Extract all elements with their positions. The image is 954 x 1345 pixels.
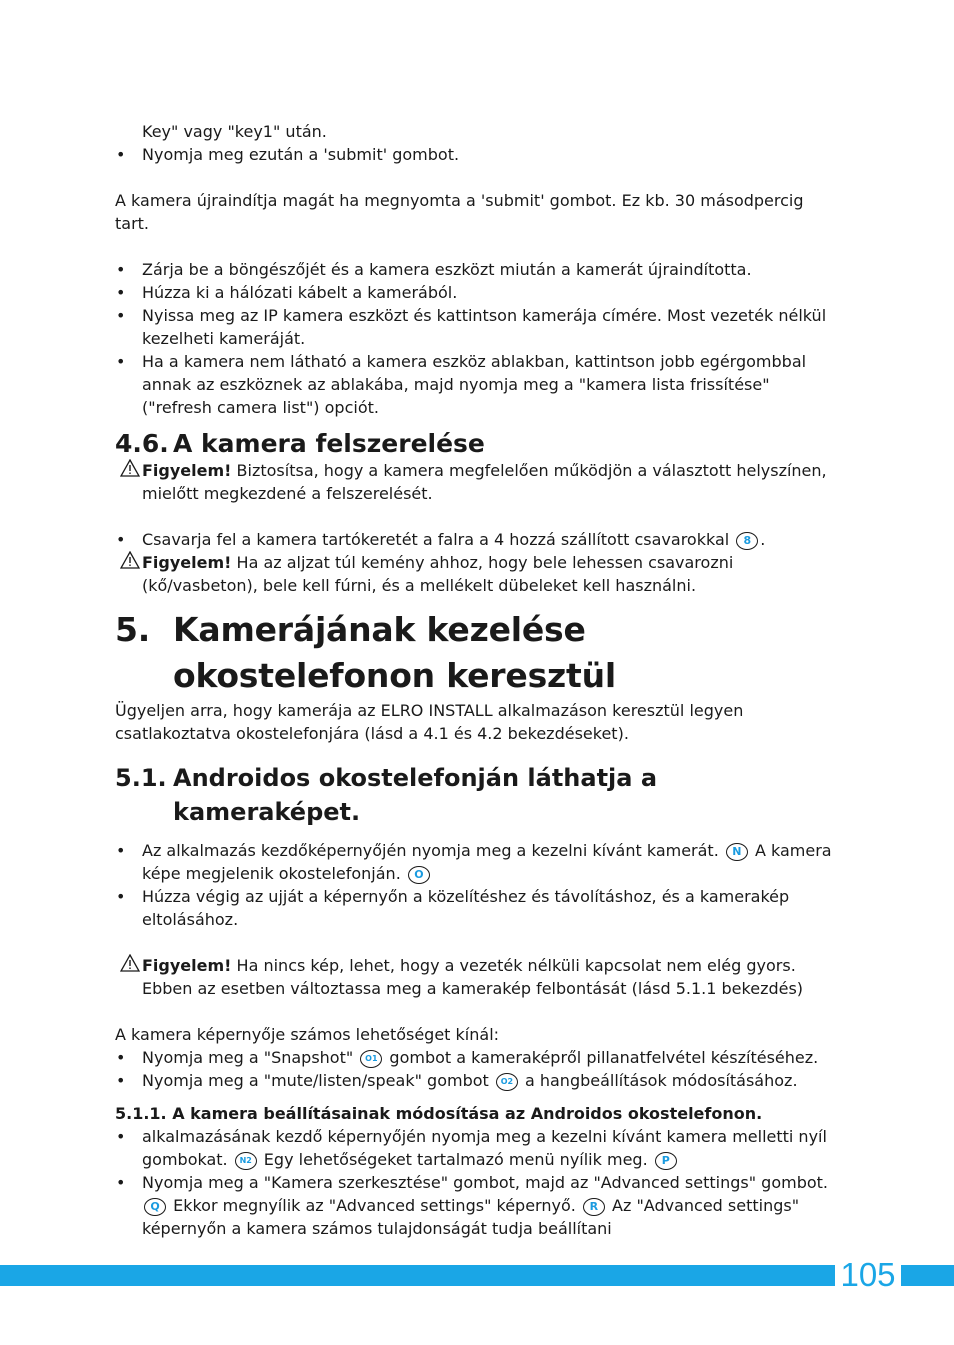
list-item-text: Ekkor megnyílik az "Advanced settings" képernyő. [168,1196,576,1215]
warning-text: Ha az aljzat túl kemény ahhoz, hogy bele lehessen csavarozni (kő/vasbeton), bele kell fúrni, és a mellékelt dübeleket kell használni. [142,553,734,595]
figure-ref-badge: O [408,866,430,884]
figure-ref-badge: R [583,1198,605,1216]
list-item-text: Húzza végig az ujját a képernyőn a közelítéshez és távolításhoz, és a kamerakép eltolásához. [142,887,790,929]
punctuation: . [760,530,766,549]
figure-ref-badge: N [726,843,748,861]
section-heading-5-1 [115,761,840,829]
chapter-title: Kamerájának kezelése okostelefonon keresztül [173,610,616,695]
chapter-number: 5. [115,610,151,649]
bullet: • [116,283,126,302]
bullet: • [116,1127,126,1146]
bullet: • [116,260,126,279]
warning-label: Figyelem! [142,553,232,572]
list-item-text: Ha a kamera nem látható a kamera eszköz ablakban, kattintson jobb egérgombbal annak az eszköznek az ablakába, majd nyomja meg a "kamera lista frissítése" ("refresh camera list") opciót. [142,352,807,417]
bullet: • [116,1173,126,1192]
figure-ref-badge: O1 [360,1050,382,1068]
figure-ref-badge: P [655,1152,677,1170]
list-item-text: alkalmazásának kezdő képernyőjén nyomja meg a kezelni kívánt kamera melletti nyíl gombokat. [142,1127,827,1169]
section-heading-4-6 [115,429,840,459]
list-item-text: a hangbeállítások módosításához. [519,1071,798,1090]
list-item [115,304,840,350]
list-item-text: Nyomja meg a "Snapshot" [142,1048,354,1067]
list-item-text: Az alkalmazás kezdőképernyőjén nyomja meg a kezelni kívánt kamerát. [142,841,719,860]
figure-ref-badge: Q [144,1198,166,1216]
bullet: • [116,352,126,371]
list-item [115,258,840,281]
list-item-text: Csavarja fel a kamera tartókeretét a falra a 4 hozzá szállított csavarokkal [142,530,730,549]
chapter-heading-5 [115,607,840,699]
options-intro: A kamera képernyője számos lehetőséget kínál: [115,1025,500,1044]
bullet: • [116,145,126,164]
list-item-text: Zárja be a böngészőjét és a kamera eszközt miután a kamerát újraindította. [142,260,752,279]
bullet: • [116,887,126,906]
list-item [115,885,840,931]
warning-label: Figyelem! [142,461,232,480]
list-item-text: gombot a kameraképről pillanatfelvétel készítéséhez. [384,1048,819,1067]
list-item-text: Nyomja meg a "Kamera szerkesztése" gombot, majd az "Advanced settings" gombot. [142,1173,829,1192]
warning-note [115,551,840,597]
list-item-text: A kamera képe megjelenik okostelefonján. [142,841,832,883]
list-item [115,1171,840,1240]
list-item-text: Nyomja meg ezután a 'submit' gombot. [142,145,460,164]
warning-note [115,954,840,1000]
list-item [115,528,840,551]
page-number: 105 [835,1257,901,1293]
bullet: • [116,841,126,860]
list-item [115,350,840,419]
list-item [115,1046,840,1069]
bullet: • [116,306,126,325]
figure-ref-badge: N2 [235,1152,257,1170]
section-number: 4.6. [115,429,169,458]
figure-ref-badge: O2 [496,1073,518,1091]
section-title: Androidos okostelefonján láthatja a kameraképet. [173,764,658,826]
continued-line: Key" vagy "key1" után. [142,122,327,141]
list-item [115,839,840,885]
chapter-intro: Ügyeljen arra, hogy kamerája az ELRO INSTALL alkalmazáson keresztül legyen csatlakoztatva okostelefonjára (lásd a 4.1 és 4.2 bekezdéseket). [115,701,744,743]
warning-icon [120,954,140,972]
list-item-text: Egy lehetőségeket tartalmazó menü nyílik meg. [258,1150,648,1169]
warning-note [115,459,840,505]
list-item [115,1125,840,1171]
list-item [115,281,840,304]
list-item [115,1069,840,1092]
section-number: 5.1. [115,764,167,792]
page-content [115,120,840,1240]
figure-ref-badge: 8 [736,532,758,550]
warning-text: Biztosítsa, hogy a kamera megfelelően működjön a választott helyszínen, mielőtt megkezdené a felszerelését. [142,461,827,503]
bullet: • [116,1048,126,1067]
restart-note: A kamera újraindítja magát ha megnyomta a 'submit' gombot. Ez kb. 30 másodpercig tart. [115,191,804,233]
list-item-text: Az "Advanced settings" képernyőn a kamera számos tulajdonságát tudja beállítani [142,1196,800,1238]
subsection-heading-5-1-1: 5.1.1. A kamera beállításainak módosítása az Androidos okostelefonon. [115,1104,763,1123]
bullet: • [116,530,126,549]
warning-label: Figyelem! [142,956,232,975]
list-item-text: Nyissa meg az IP kamera eszközt és kattintson kamerája címére. Most vezeték nélkül kezelheti kameráját. [142,306,827,348]
bullet: • [116,1071,126,1090]
list-item-text: Nyomja meg a "mute/listen/speak" gombot [142,1071,489,1090]
list-item-text: Húzza ki a hálózati kábelt a kamerából. [142,283,458,302]
warning-text: Ha nincs kép, lehet, hogy a vezeték nélküli kapcsolat nem elég gyors. Ebben az esetben változtassa meg a kamerakép felbontását (lásd 5.1.1 bekezdés) [142,956,804,998]
section-title: A kamera felszerelése [173,429,485,458]
warning-icon [120,551,140,569]
footer-bar [0,1265,954,1286]
list-item [115,143,840,166]
warning-icon [120,459,140,477]
